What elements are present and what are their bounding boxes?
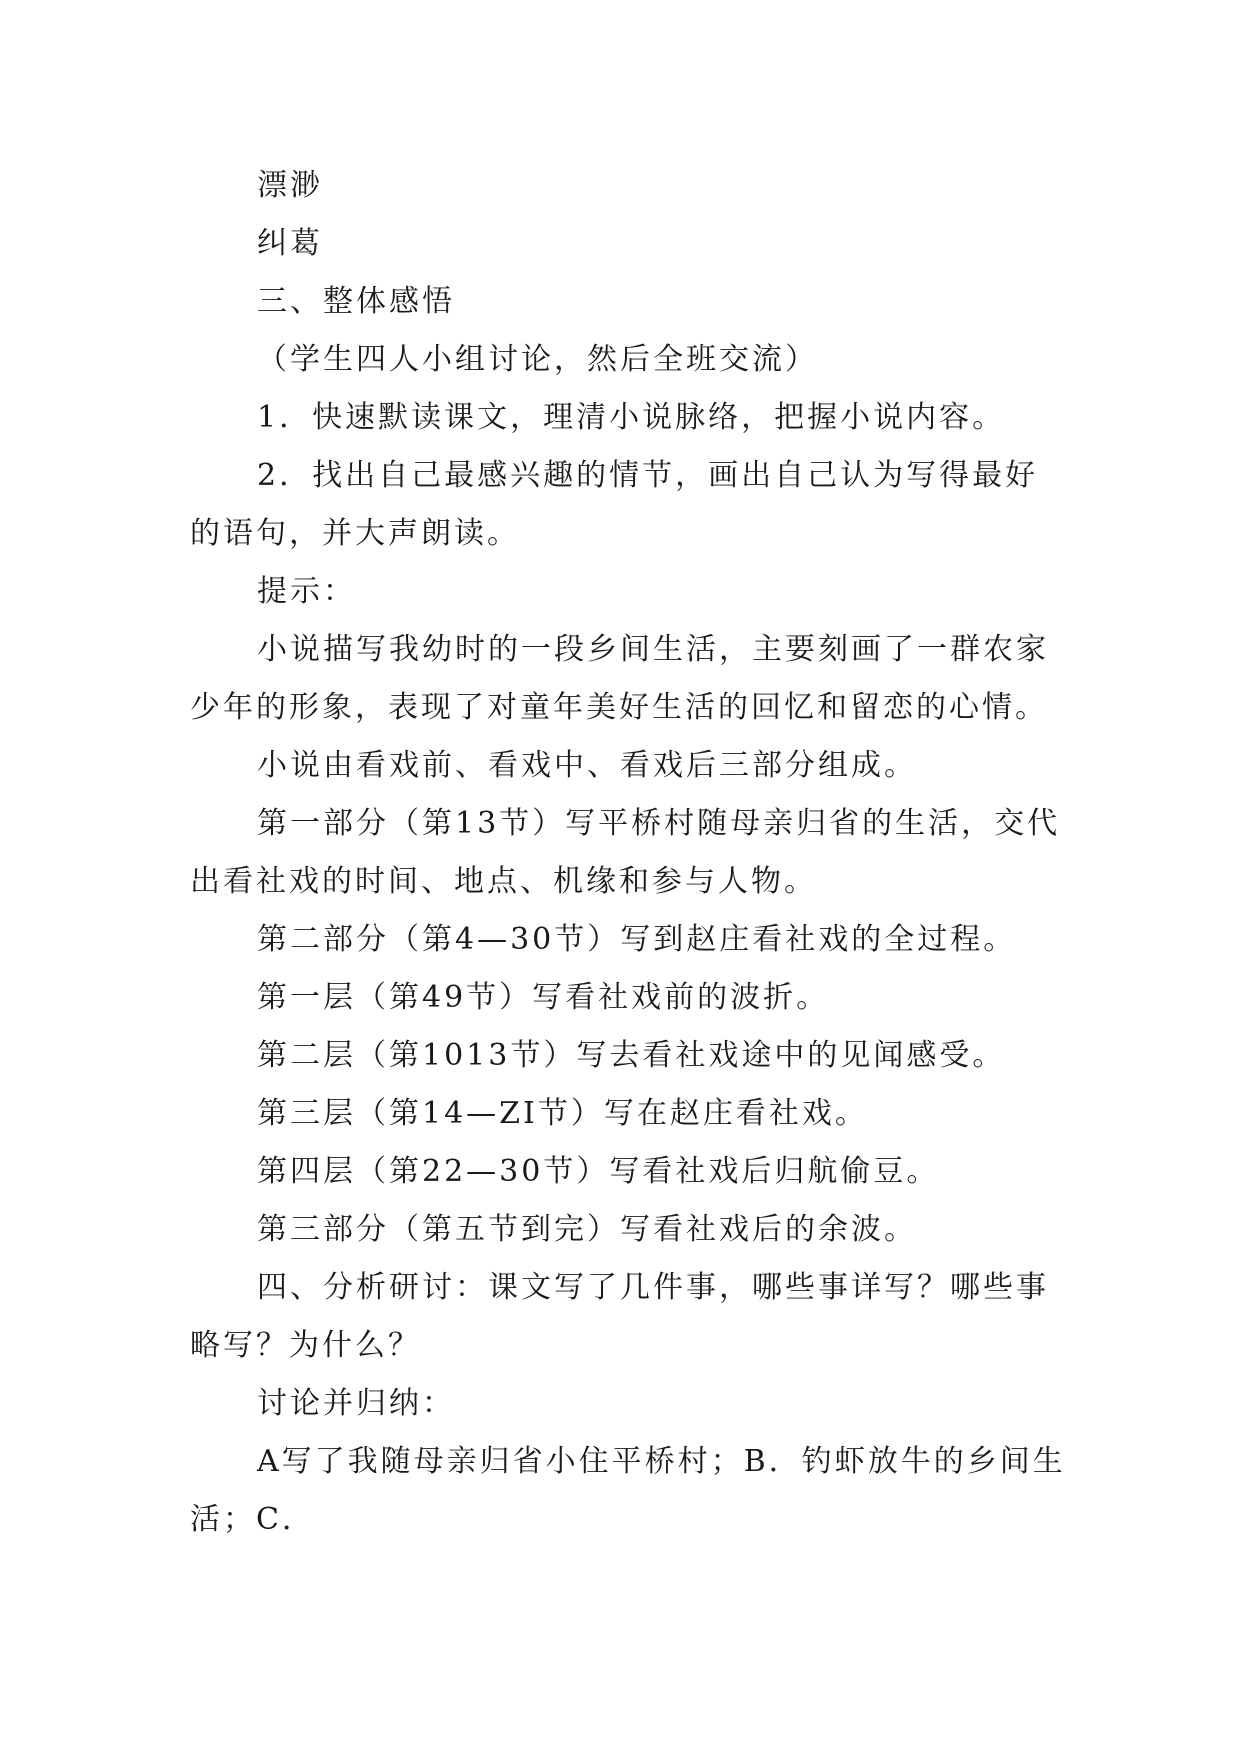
paragraph: 第二层（第1013节）写去看社戏途中的见闻感受。: [257, 1038, 1006, 1073]
paragraph: 第三部分（第五节到完）写看社戏后的余波。: [257, 1212, 917, 1247]
section-heading: 四、分析研讨：课文写了几件事，哪些事详写？哪些事略写？为什么？: [190, 1270, 1049, 1363]
paragraph: 第三层（第14—ZI节）写在赵庄看社戏。: [257, 1096, 868, 1131]
list-item: 2．找出自己最感兴趣的情节，画出自己认为写得最好的语句，并大声朗读。: [190, 458, 1039, 551]
paragraph: 讨论并归纳：: [257, 1386, 455, 1421]
paragraph: （学生四人小组讨论，然后全班交流）: [257, 342, 818, 377]
list-item: 1．快速默读课文，理清小说脉络，把握小说内容。: [257, 400, 1006, 435]
paragraph: 第四层（第22—30节）写看社戏后归航偷豆。: [257, 1154, 940, 1189]
paragraph: 小说由看戏前、看戏中、看戏后三部分组成。: [257, 748, 917, 783]
paragraph: 提示：: [257, 574, 356, 609]
paragraph: A写了我随母亲归省小住平桥村；B．钓虾放牛的乡间生活；C．: [190, 1444, 1066, 1537]
document-body: [190, 157, 1070, 1549]
paragraph: 第一部分（第13节）写平桥村随母亲归省的生活，交代出看社戏的时间、地点、机缘和参与人物。: [190, 806, 1061, 899]
paragraph: 小说描写我幼时的一段乡间生活，主要刻画了一群农家少年的形象，表现了对童年美好生活的回忆和留恋的心情。: [190, 632, 1049, 725]
paragraph: 第一层（第49节）写看社戏前的波折。: [257, 980, 830, 1015]
section-heading: 三、整体感悟: [257, 284, 455, 319]
paragraph: 第二部分（第4—30节）写到赵庄看社戏的全过程。: [257, 922, 1017, 957]
paragraph: 纠葛: [257, 226, 323, 261]
paragraph: 漂渺: [257, 168, 323, 203]
